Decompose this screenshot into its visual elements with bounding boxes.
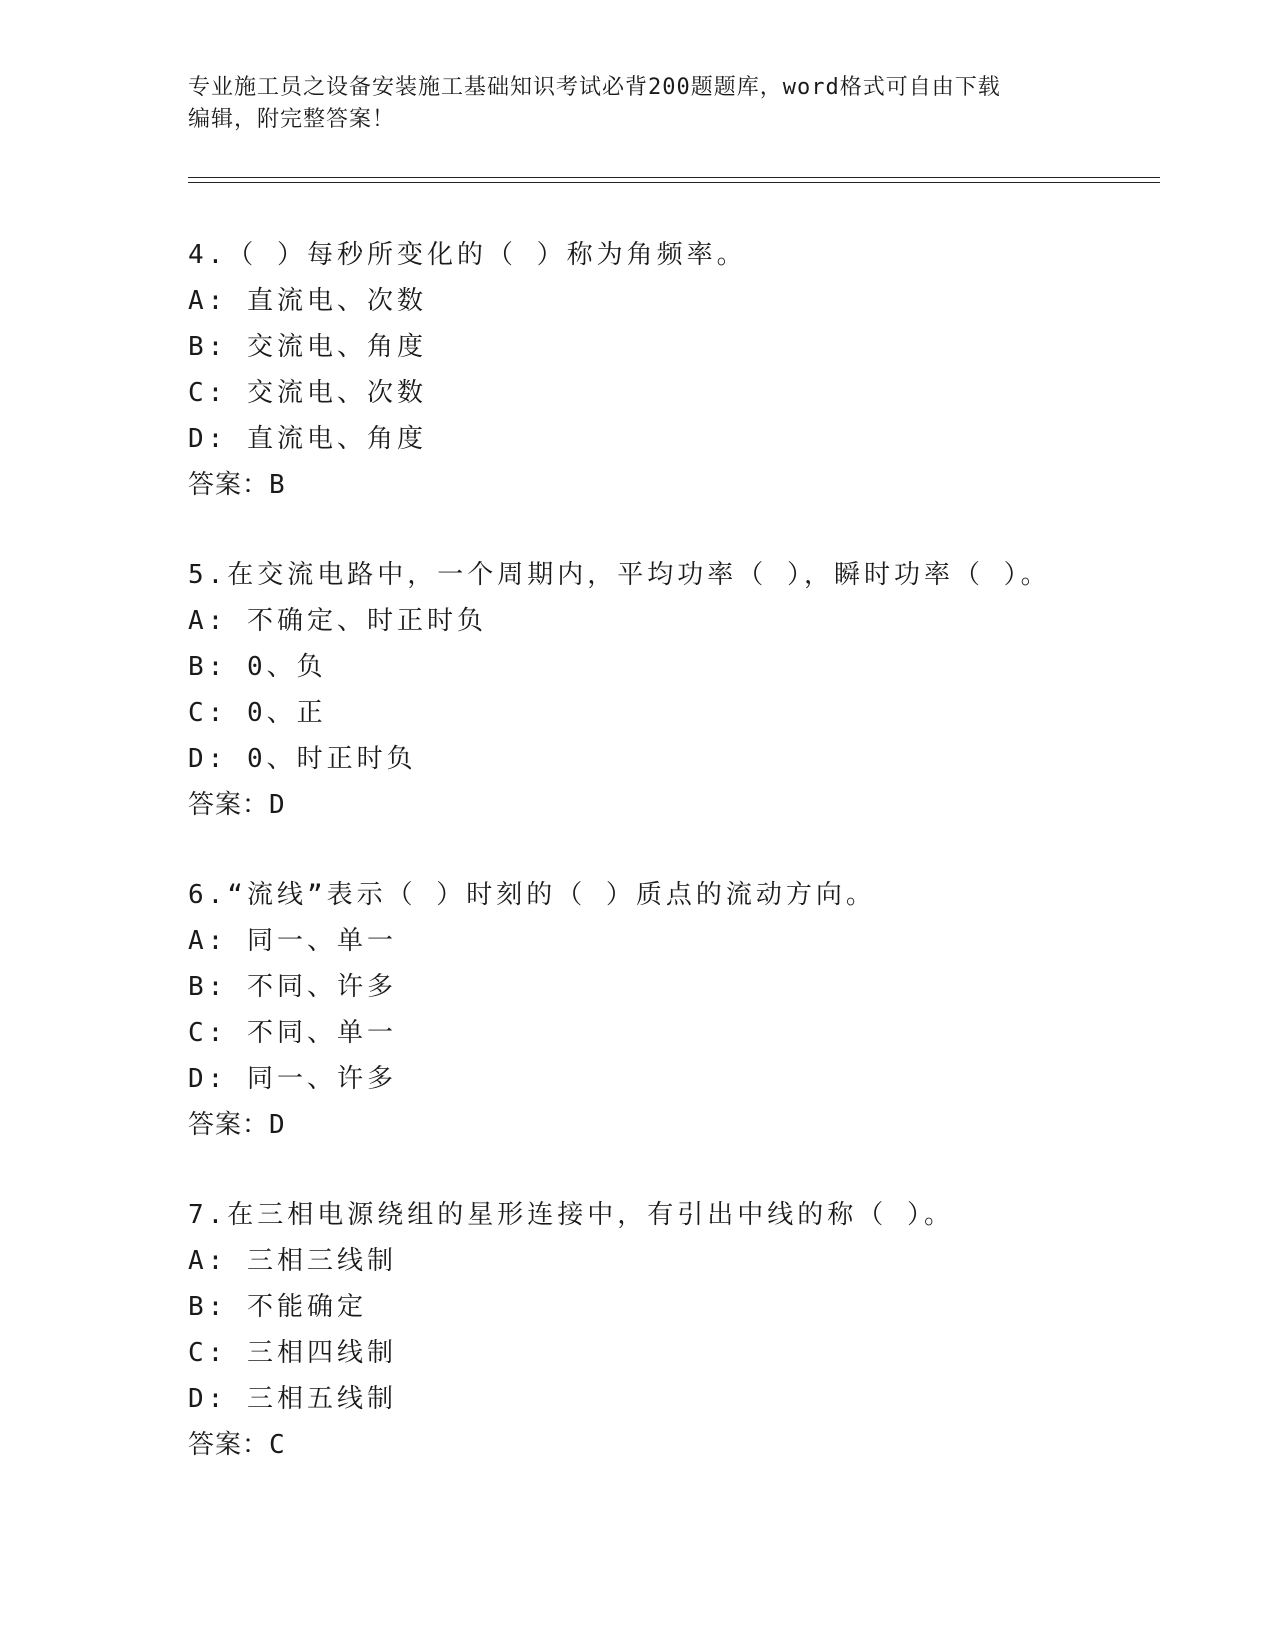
answer-label: 答案：: [188, 1110, 270, 1140]
option-a: A: 直流电、次数: [188, 286, 427, 316]
answer-value: D: [269, 1110, 286, 1140]
option-b: B: 交流电、角度: [188, 332, 427, 362]
question-stem: 5.在交流电路中，一个周期内，平均功率（ ），瞬时功率（ ）。: [188, 560, 1051, 590]
question-stem: 6.“流线”表示（ ）时刻的（ ）质点的流动方向。: [188, 880, 876, 910]
option-c: C: 不同、单一: [188, 1018, 397, 1048]
title-line-1: 专业施工员之设备安装施工基础知识考试必背200题题库，word格式可自由下载: [188, 75, 1001, 100]
option-d: D: 三相五线制: [188, 1384, 397, 1414]
answer-value: D: [269, 790, 286, 820]
option-a: A: 三相三线制: [188, 1246, 397, 1276]
title-line-2: 编辑，附完整答案！: [188, 107, 396, 132]
answer-line: [188, 1422, 1148, 1468]
document-title: [188, 72, 1088, 136]
question-stem: 4.（ ）每秒所变化的（ ）称为角频率。: [188, 240, 747, 270]
question-5: [188, 552, 1148, 828]
title-divider-top: [188, 177, 1160, 178]
option-c: C: 三相四线制: [188, 1338, 397, 1368]
answer-line: [188, 782, 1148, 828]
question-6: [188, 872, 1148, 1148]
title-divider-bottom: [188, 182, 1160, 183]
option-d: D: 0、时正时负: [188, 744, 417, 774]
question-stem: 7.在三相电源绕组的星形连接中，有引出中线的称（ ）。: [188, 1200, 954, 1230]
option-d: D: 直流电、角度: [188, 424, 427, 454]
option-d: D: 同一、许多: [188, 1064, 397, 1094]
answer-label: 答案：: [188, 1430, 270, 1460]
question-7: [188, 1192, 1148, 1468]
answer-line: [188, 1102, 1148, 1148]
answer-label: 答案：: [188, 790, 270, 820]
answer-value: B: [269, 470, 286, 500]
answer-label: 答案：: [188, 470, 270, 500]
option-a: A: 同一、单一: [188, 926, 397, 956]
answer-line: [188, 462, 1148, 508]
option-b: B: 0、负: [188, 652, 327, 682]
option-c: C: 0、正: [188, 698, 327, 728]
option-a: A: 不确定、时正时负: [188, 606, 487, 636]
option-b: B: 不能确定: [188, 1292, 367, 1322]
answer-value: C: [269, 1430, 286, 1460]
option-c: C: 交流电、次数: [188, 378, 427, 408]
option-b: B: 不同、许多: [188, 972, 397, 1002]
question-4: [188, 232, 1148, 508]
